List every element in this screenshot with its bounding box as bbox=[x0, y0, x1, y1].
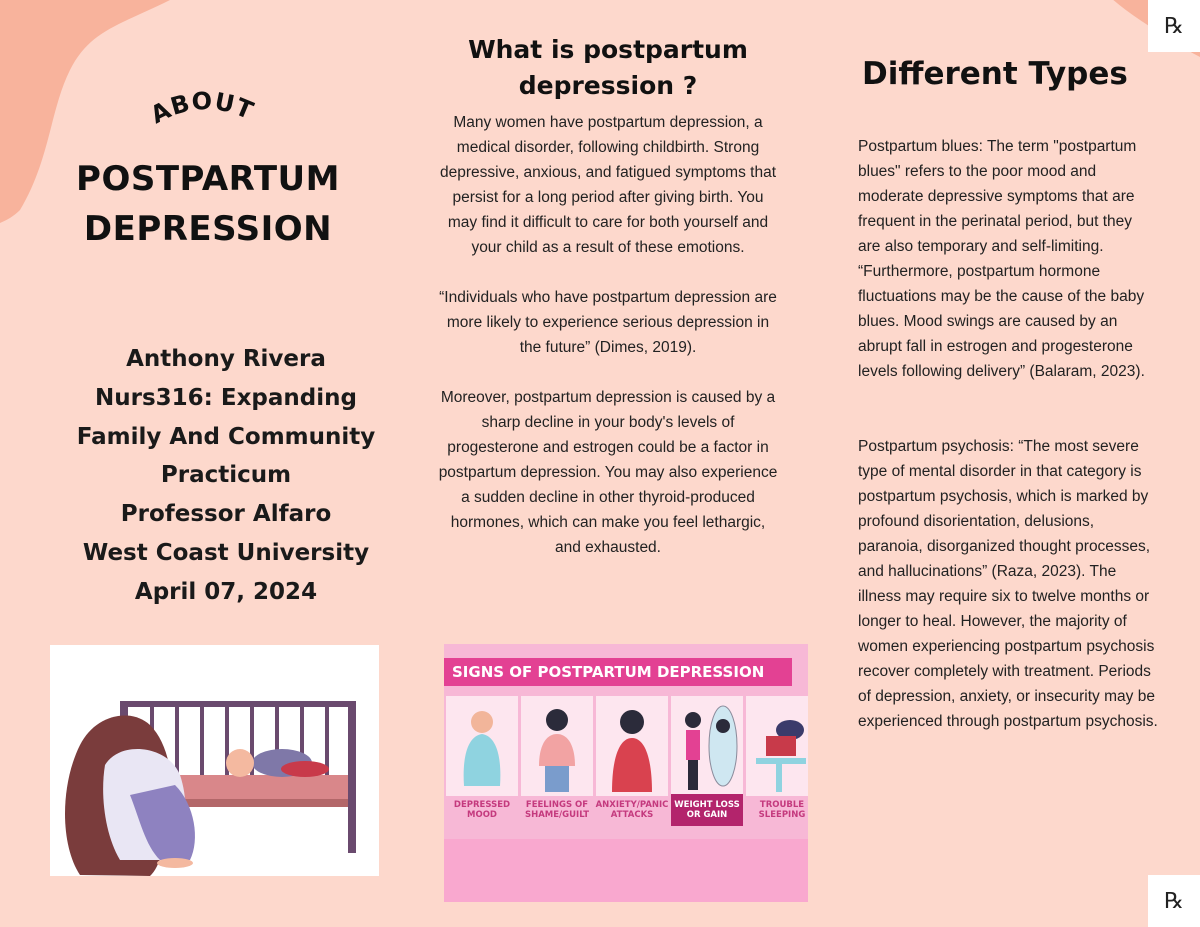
course-line-3: Practicum bbox=[160, 462, 292, 489]
rx-logo-bottom: ℞ bbox=[1148, 875, 1200, 927]
professor-name: Professor Alfaro bbox=[120, 501, 332, 528]
sign-panel-shame bbox=[521, 696, 593, 796]
mother-crib-illustration bbox=[50, 645, 379, 876]
middle-paragraph-3: Moreover, postpartum depression is caused by a sharp decline in your body's levels of progesterone and estrogen could be a factor in postpartum depression. You may also experience a sudden decline in other thyroid-produced hormones, which can make you feel lethargic, and exhausted. bbox=[438, 389, 778, 556]
middle-heading bbox=[440, 32, 776, 104]
sign-panel-depressed bbox=[446, 696, 518, 796]
rx-logo-top: ℞ bbox=[1148, 0, 1200, 52]
author-info bbox=[40, 340, 412, 612]
types-body bbox=[858, 134, 1158, 734]
author-name: Anthony Rivera bbox=[126, 346, 326, 372]
sign-label-depressed: DEPRESSED MOOD bbox=[453, 800, 511, 820]
svg-text:ABOUT bbox=[146, 88, 258, 129]
types-paragraph-blues: Postpartum blues: The term "postpartum blues" refers to the poor mood and moderate depressive symptoms that are frequent in the perinatal period, but they are also temporary and self-limiting. “Furthermore, postpartum hormone fluctuations may be the cause of the baby blues. Mood swings are caused by an abrupt fall in estrogen and progesterone levels following delivery” (Balaram, 2023). bbox=[858, 138, 1145, 380]
middle-heading-line1: What is postpartum bbox=[468, 35, 748, 64]
university-name: West Coast University bbox=[82, 539, 370, 566]
sign-panel-weight bbox=[671, 696, 743, 796]
cover-title bbox=[48, 154, 368, 254]
middle-paragraph-1: Many women have postpartum depression, a medical disorder, following childbirth. Strong depressive, anxious, and fatigued symptoms that persist for a long period after giving birth. You may find it difficult to care for both yourself and your child as a result of these emotions. bbox=[439, 114, 777, 256]
signs-bottom-band bbox=[444, 839, 808, 902]
signs-infographic bbox=[444, 644, 808, 902]
middle-heading-line2: depression ? bbox=[518, 71, 698, 100]
course-line-2: Family And Community bbox=[76, 423, 376, 450]
submission-date: April 07, 2024 bbox=[134, 578, 318, 605]
types-paragraph-psychosis: Postpartum psychosis: “The most severe type of mental disorder in that category is postpartum psychosis, which is marked by profound disorientation, delusions, paranoia, disorganized thought processes, and hallucinations” (Raza, 2023). The illness may require six to twelve months or longer to heal. However, the majority of women experiencing postpartum psychosis recover completely with treatment. Periods of depression, anxiety, or insecurity may be experienced through postpartum psychosis. bbox=[858, 438, 1158, 730]
about-arc-label bbox=[138, 88, 268, 138]
types-heading: Different Types bbox=[862, 56, 1128, 92]
sign-panel-anxiety bbox=[596, 696, 668, 796]
middle-paragraph-2: “Individuals who have postpartum depression are more likely to experience serious depression in the future” (Dimes, 2019). bbox=[439, 289, 777, 356]
middle-body bbox=[436, 110, 780, 585]
sign-panel-sleeping bbox=[746, 696, 808, 796]
course-line-1: Nurs316: Expanding bbox=[95, 384, 357, 411]
cover-title-line1: POSTPARTUM bbox=[76, 159, 340, 199]
signs-title: SIGNS OF POSTPARTUM DEPRESSION bbox=[444, 658, 792, 686]
sign-label-shame: FEELINGS OF SHAME/GUILT bbox=[524, 800, 590, 820]
sign-label-sleeping: TROUBLE SLEEPING bbox=[758, 800, 806, 820]
sign-label-anxiety: ANXIETY/PANIC ATTACKS bbox=[595, 800, 669, 820]
cover-title-line2: DEPRESSION bbox=[83, 209, 333, 249]
about-text: ABOUT bbox=[146, 88, 258, 130]
sign-label-weight: WEIGHT LOSS OR GAIN bbox=[671, 794, 743, 826]
